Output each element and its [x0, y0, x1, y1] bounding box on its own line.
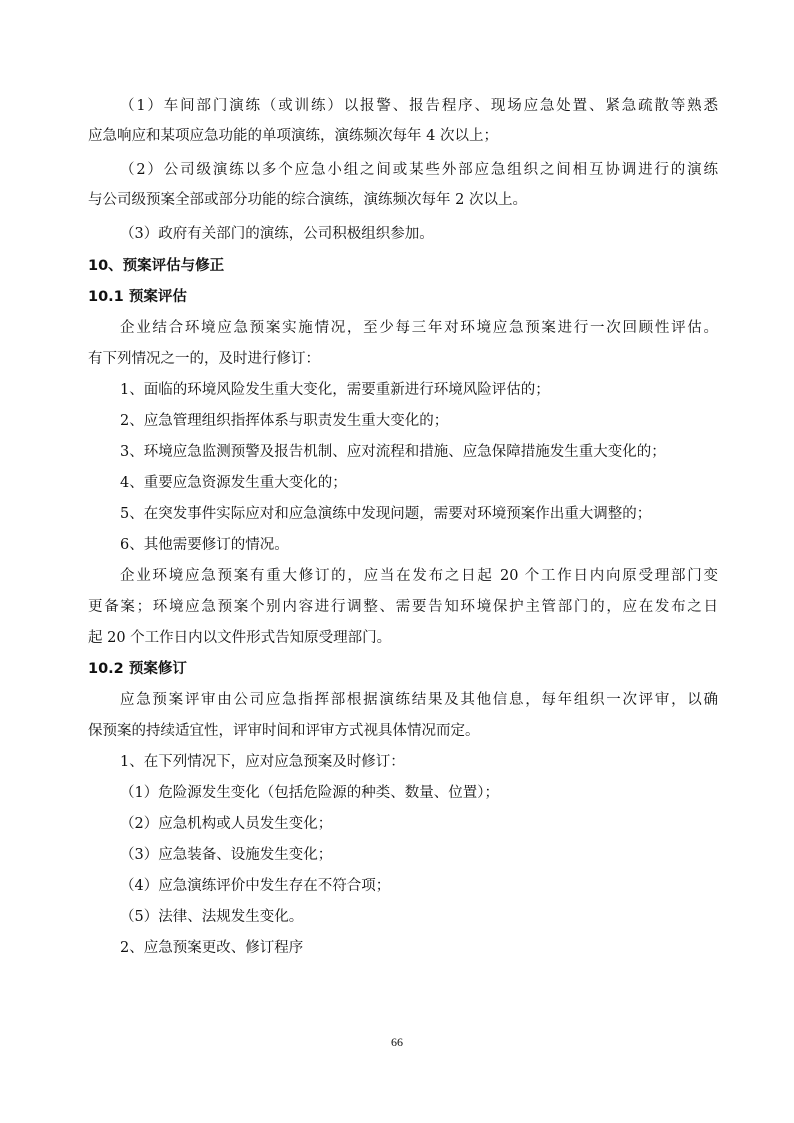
revision-subitem-4: （4）应急演练评价中发生存在不符合项；	[120, 878, 391, 894]
evaluation-item-5: 5、在突发事件实际应对和应急演练中发现问题，需要对环境预案作出重大调整的；	[120, 506, 652, 522]
revision-condition-item: 1、在下列情况下，应对应急预案及时修订：	[120, 754, 405, 770]
evaluation-para-line1: 企业结合环境应急预案实施情况，至少每三年对环境应急预案进行一次回顾性评估。	[120, 320, 718, 336]
drill-company-line2: 与公司级预案全部或部分功能的综合演练，演练频次每年 2 次以上。	[88, 192, 527, 208]
drill-government-line: （3）政府有关部门的演练，公司积极组织参加。	[120, 226, 434, 242]
revision-subitem-3: （3）应急装备、设施发生变化；	[120, 847, 333, 863]
revision-subitem-1: （1）危险源发生变化（包括危险源的种类、数量、位置）；	[120, 785, 499, 801]
drill-workshop-line2: 应急响应和某项应急功能的单项演练，演练频次每年 4 次以上；	[88, 128, 498, 144]
evaluation-item-4: 4、重要应急资源发生重大变化的；	[120, 475, 347, 491]
revision-subitem-2: （2）应急机构或人员发生变化；	[120, 816, 333, 832]
drill-workshop-line1: （1）车间部门演练（或训练）以报警、报告程序、现场应急处置、紧急疏散等熟悉	[120, 98, 718, 114]
revision-filing-line1: 企业环境应急预案有重大修订的，应当在发布之日起 20 个工作日内向原受理部门变	[120, 568, 718, 584]
section-10-heading: 10、预案评估与修正	[88, 258, 225, 274]
review-para-line2: 保预案的持续适宜性，评审时间和评审方式视具体情况而定。	[88, 723, 480, 739]
evaluation-item-3: 3、环境应急监测预警及报告机制、应对流程和措施、应急保障措施发生重大变化的；	[120, 444, 666, 460]
page-number: 66	[391, 1035, 403, 1049]
revision-filing-line2: 更备案；环境应急预案个别内容进行调整、需要告知环境保护主管部门的，应在发布之日	[88, 599, 718, 615]
evaluation-item-6: 6、其他需要修订的情况。	[120, 537, 289, 553]
section-10-2-heading: 10.2 预案修订	[88, 661, 187, 677]
evaluation-item-1: 1、面临的环境风险发生重大变化，需要重新进行环境风险评估的；	[120, 382, 550, 398]
drill-company-line1: （2）公司级演练以多个应急小组之间或某些外部应急组织之间相互协调进行的演练	[120, 162, 718, 178]
revision-procedure-item: 2、应急预案更改、修订程序	[120, 940, 304, 956]
review-para-line1: 应急预案评审由公司应急指挥部根据演练结果及其他信息，每年组织一次评审，以确	[120, 692, 718, 708]
evaluation-item-2: 2、应急管理组织指挥体系与职责发生重大变化的；	[120, 413, 449, 429]
section-10-1-heading: 10.1 预案评估	[88, 289, 187, 305]
evaluation-para-line2: 有下列情况之一的，及时进行修订：	[88, 351, 320, 367]
revision-subitem-5: （5）法律、法规发生变化。	[120, 909, 304, 925]
revision-filing-line3: 起 20 个工作日内以文件形式告知原受理部门。	[88, 630, 392, 646]
